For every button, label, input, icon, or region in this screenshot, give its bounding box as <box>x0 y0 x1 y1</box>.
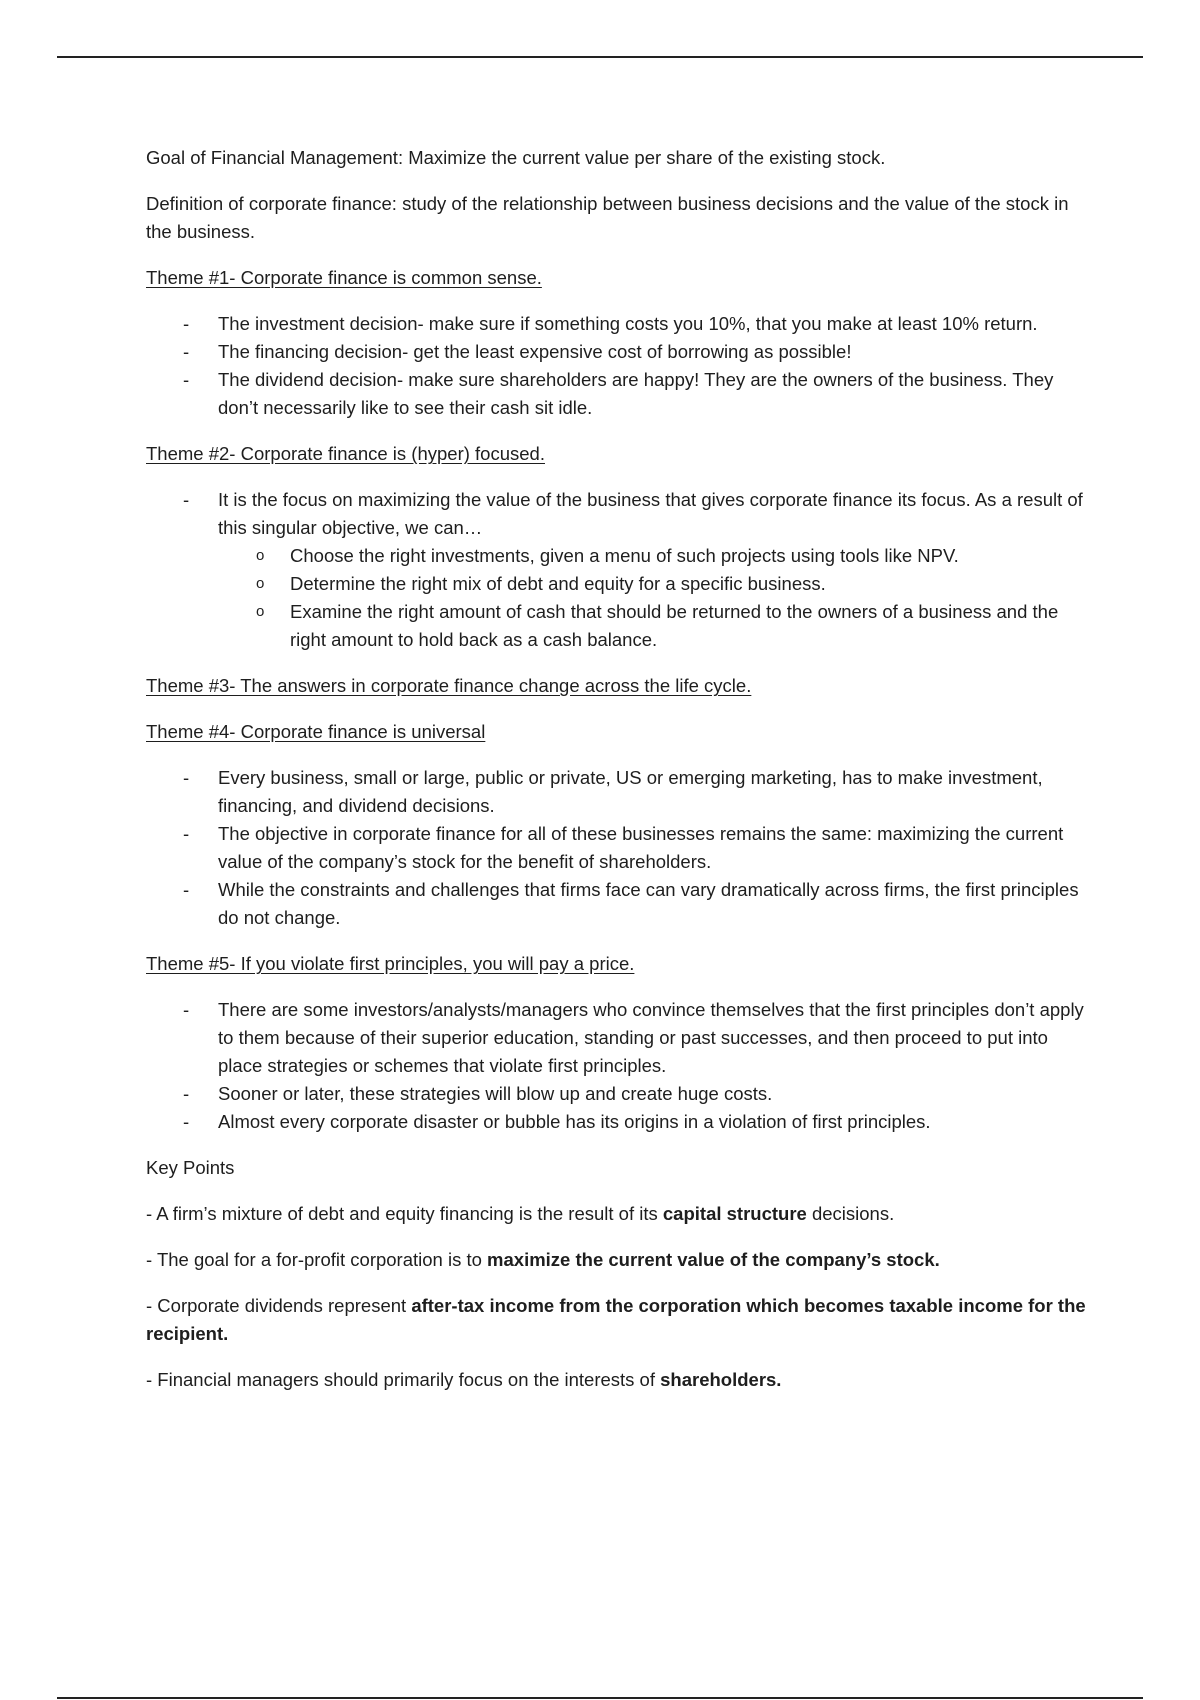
dash-bullet-icon: - <box>183 823 190 844</box>
goal-paragraph: Goal of Financial Management: Maximize the current value per share of the existing stock. <box>146 147 886 168</box>
theme-1-heading: Theme #1- Corporate finance is common sense. <box>146 267 542 288</box>
key-point-text: - Corporate dividends represent <box>146 1295 412 1316</box>
circle-bullet-icon: o <box>256 547 265 564</box>
sublist-item-text: Choose the right investments, given a menu of such projects using tools like NPV. <box>290 545 959 566</box>
key-point-text-end: decisions. <box>806 1203 895 1224</box>
list-item-text: The financing decision- get the least expensive cost of borrowing as possible! <box>218 341 852 362</box>
list-item-text: The objective in corporate finance for all of these businesses remains the same: maximizing the current value of the company’s stock for the benefit of shareholders. <box>218 823 1064 872</box>
list-item <box>183 996 1090 1080</box>
theme-5-heading: Theme #5- If you violate first principles, you will pay a price. <box>146 953 635 974</box>
list-item-text: The dividend decision- make sure shareholders are happy! They are the owners of the business. They don’t necessarily like to see their cash sit idle. <box>218 369 1054 418</box>
dash-bullet-icon: - <box>183 1111 190 1132</box>
list-item <box>183 486 1090 654</box>
list-item <box>183 1080 1090 1108</box>
list-item <box>183 764 1090 820</box>
list-item <box>183 366 1090 422</box>
list-item-text: Sooner or later, these strategies will blow up and create huge costs. <box>218 1083 773 1104</box>
key-point <box>146 1292 1090 1348</box>
key-point-bold: shareholders. <box>660 1369 782 1390</box>
theme-2-list <box>146 486 1090 654</box>
key-point-text: - A firm’s mixture of debt and equity financing is the result of its <box>146 1203 663 1224</box>
sublist-item-text: Examine the right amount of cash that should be returned to the owners of a business and the right amount to hold back as a cash balance. <box>290 601 1059 650</box>
theme-4-list <box>146 764 1090 932</box>
circle-bullet-icon: o <box>256 575 265 592</box>
sublist-item-text: Determine the right mix of debt and equity for a specific business. <box>290 573 826 594</box>
dash-bullet-icon: - <box>183 999 190 1020</box>
list-item-text: It is the focus on maximizing the value of the business that gives corporate finance its focus. As a result of this singular objective, we can… <box>218 489 1083 538</box>
list-item <box>183 1108 1090 1136</box>
list-item-text: While the constraints and challenges that firms face can vary dramatically across firms, the first principles do not change. <box>218 879 1079 928</box>
list-item <box>183 338 1090 366</box>
sublist-item <box>256 570 1090 598</box>
dash-bullet-icon: - <box>183 767 190 788</box>
dash-bullet-icon: - <box>183 369 190 390</box>
list-item <box>183 820 1090 876</box>
list-item-text: The investment decision- make sure if something costs you 10%, that you make at least 10% return. <box>218 313 1038 334</box>
theme-3-heading: Theme #3- The answers in corporate finance change across the life cycle. <box>146 675 752 696</box>
list-item-text: Almost every corporate disaster or bubble has its origins in a violation of first principles. <box>218 1111 931 1132</box>
key-point-text: - Financial managers should primarily focus on the interests of <box>146 1369 661 1390</box>
theme-4-heading: Theme #4- Corporate finance is universal <box>146 721 486 742</box>
document-body <box>146 144 1090 1412</box>
circle-bullet-icon: o <box>256 603 265 620</box>
list-item <box>183 310 1090 338</box>
key-point-bold: after-tax income from the corporation which becomes taxable income for the recipient. <box>146 1295 1086 1344</box>
header-rule <box>57 56 1143 58</box>
definition-paragraph: Definition of corporate finance: study of the relationship between business decisions and the value of the stock in the business. <box>146 193 1069 242</box>
theme-2-sublist <box>218 542 1090 654</box>
key-point <box>146 1200 1090 1228</box>
dash-bullet-icon: - <box>183 1083 190 1104</box>
key-points-heading: Key Points <box>146 1157 235 1178</box>
key-point <box>146 1246 1090 1274</box>
dash-bullet-icon: - <box>183 489 190 510</box>
theme-2-heading: Theme #2- Corporate finance is (hyper) focused. <box>146 443 545 464</box>
dash-bullet-icon: - <box>183 879 190 900</box>
key-point-text: - The goal for a for-profit corporation is to <box>146 1249 488 1270</box>
dash-bullet-icon: - <box>183 341 190 362</box>
theme-5-list <box>146 996 1090 1136</box>
list-item-text: Every business, small or large, public or private, US or emerging marketing, has to make investment, financing, and dividend decisions. <box>218 767 1043 816</box>
key-point-bold: capital structure <box>662 1203 807 1224</box>
key-point-bold: maximize the current value of the company’s stock. <box>487 1249 940 1270</box>
footer-rule <box>57 1697 1143 1699</box>
list-item-text: There are some investors/analysts/managers who convince themselves that the first principles don’t apply to them because of their superior education, standing or past successes, and then proceed to put into place strategies or schemes that violate first principles. <box>218 999 1084 1076</box>
theme-1-list <box>146 310 1090 422</box>
list-item <box>183 876 1090 932</box>
sublist-item <box>256 542 1090 570</box>
sublist-item <box>256 598 1090 654</box>
dash-bullet-icon: - <box>183 313 190 334</box>
key-point <box>146 1366 1090 1394</box>
